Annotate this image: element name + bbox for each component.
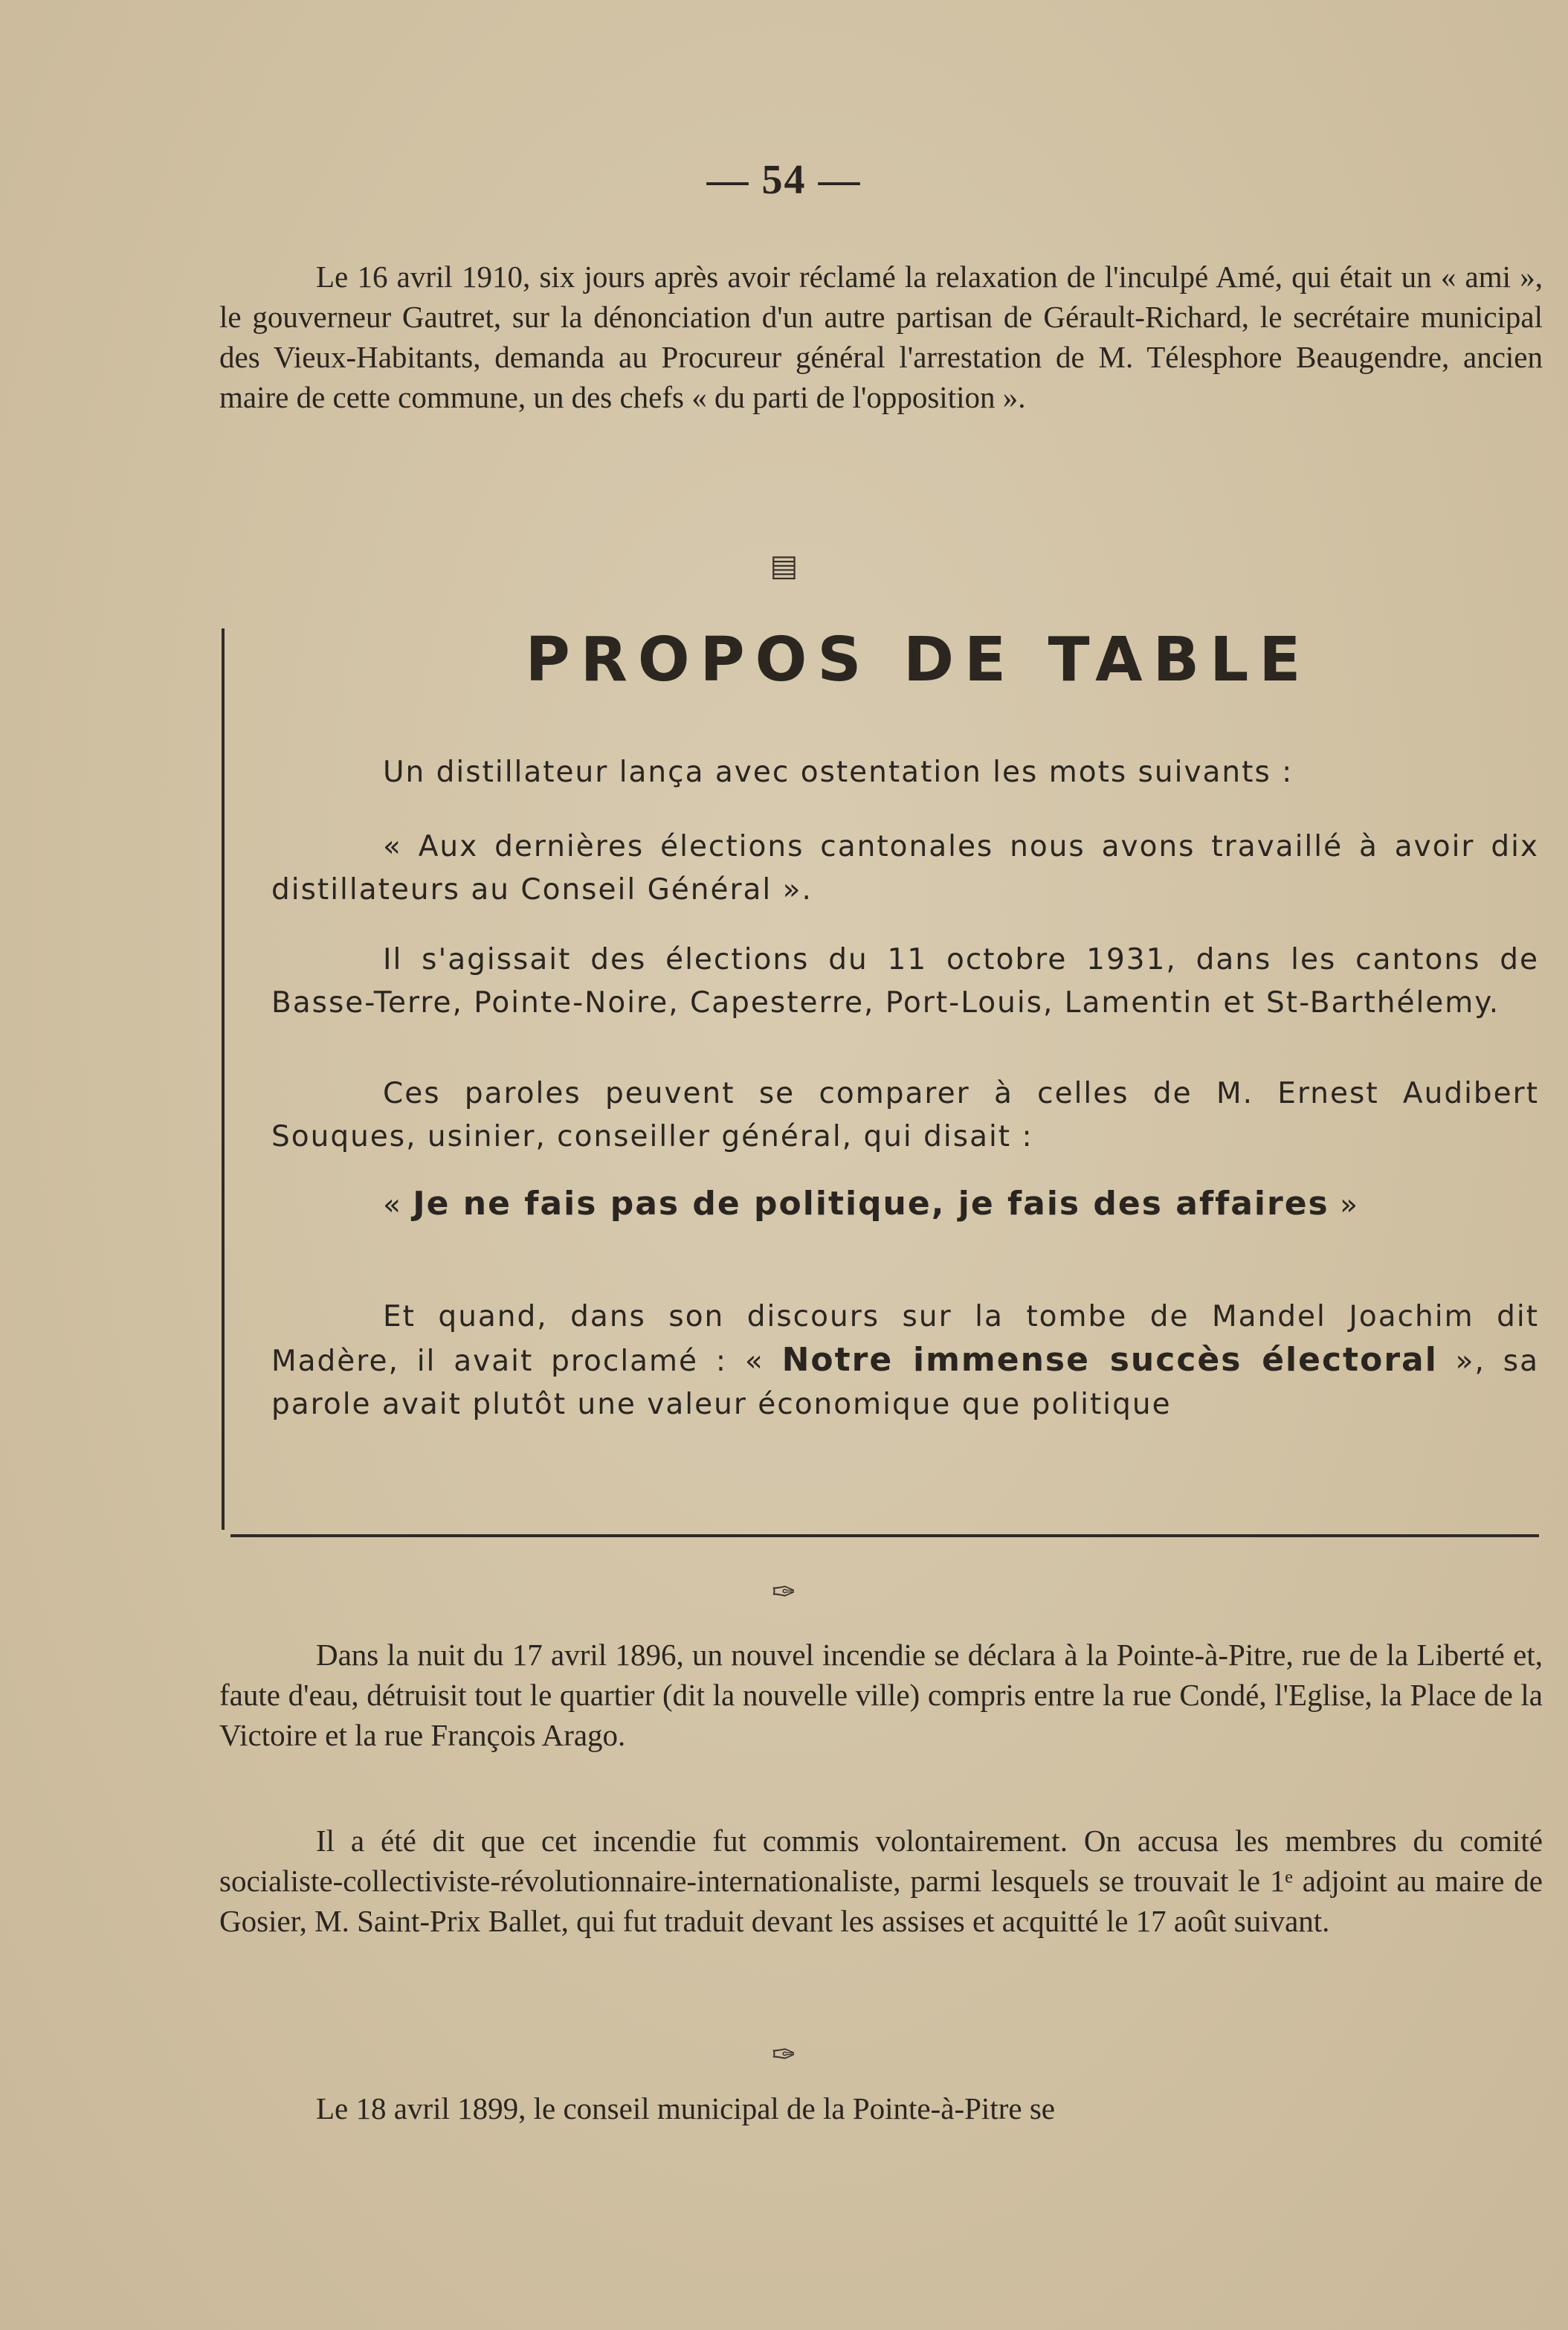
madere-text-b: », sa parole avait plutôt une valeur économique que politique (271, 1345, 1539, 1421)
quote-affaires: Je ne fais pas de politique, je fais des affaires (413, 1185, 1329, 1223)
box-paragraph-elections-1931: Il s'agissait des élections du 11 octobre 1931, dans les cantons de Basse-Terre, Pointe-Noire, Capesterre, Port-Louis, Lamentin et St-Barthélemy. (271, 943, 1539, 1020)
paragraph-conseil-1899: Le 18 avril 1899, le conseil municipal de la Pointe-à-Pitre se (316, 2091, 1055, 2125)
quote-close: » (1329, 1188, 1360, 1222)
paragraph-gautret: Le 16 avril 1910, six jours après avoir réclamé la relaxation de l'inculpé Amé, qui était un « ami », le gouverneur Gautret, sur la dénonciation d'un autre partisan de Gérault-Richard, le secrétaire municipal des Vieux-Habitants, demanda au Procureur général l'arrestation de M. Télesphore Beaugendre, ancien maire de cette commune, un des chefs « du parti de l'opposition ». (219, 260, 1543, 414)
box-paragraph-distillateur: Un distillateur lança avec ostentation les mots suivants : (383, 756, 1294, 789)
ornament-divider-2: ✑ (771, 1575, 797, 1609)
box-title: PROPOS DE TABLE (525, 625, 1311, 695)
framed-box-bottom-rule (230, 1534, 1539, 1537)
ornament-divider: ▤ (770, 549, 798, 583)
box-paragraph-quote-elections: « Aux dernières élections cantonales nous avons travaillé à avoir dix distillateurs au Conseil Général ». (271, 830, 1539, 907)
quote-open: « (383, 1188, 413, 1222)
paragraph-incendie-volontaire: Il a été dit que cet incendie fut commis volontairement. On accusa les membres du comité socialiste-collectiviste-révolutionnaire-internationaliste, parmi lesquels se trouvait le 1ᵉ adjoint au maire de Gosier, M. Saint-Prix Ballet, qui fut traduit devant les assises et acquitté le 17 août suivant. (219, 1824, 1543, 1938)
ornament-divider-3: ✑ (771, 2038, 797, 2072)
box-paragraph-souques: Ces paroles peuvent se comparer à celles de M. Ernest Audibert Souques, usinier, conseiller général, qui disait : (271, 1077, 1539, 1153)
box-paragraph-quote-affaires (271, 1182, 1539, 1227)
page-number: — 54 — (706, 157, 862, 203)
paragraph-incendie-1896: Dans la nuit du 17 avril 1896, un nouvel incendie se déclara à la Pointe-à-Pitre, rue de la Liberté et, faute d'eau, détruisit tout le quartier (dit la nouvelle ville) compris entre la rue Condé, l'Eglise, la Place de la Victoire et la rue François Arago. (219, 1638, 1543, 1752)
quote-succes-electoral: Notre immense succès électoral (781, 1341, 1438, 1379)
box-paragraph-madere (271, 1296, 1539, 1426)
madere-text-a: Et quand, dans son discours sur la tombe de Mandel Joachim dit Madère, il avait proclamé : « (271, 1300, 1539, 1378)
